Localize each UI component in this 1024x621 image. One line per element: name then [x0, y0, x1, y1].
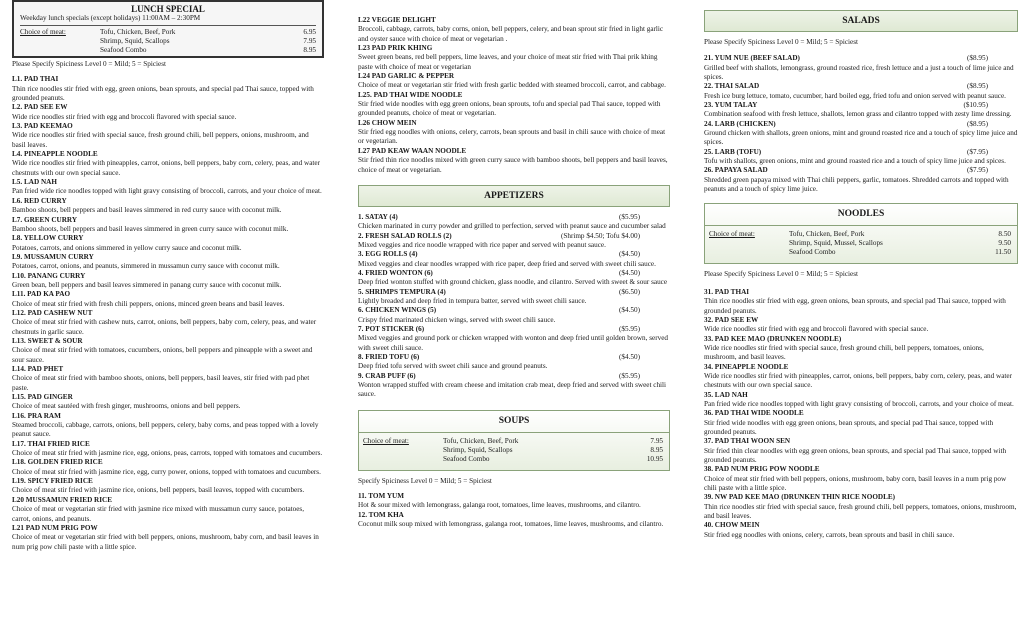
- menu-item-name: 38. PAD NUM PRIG POW NOODLE: [704, 465, 820, 474]
- menu-item-header: [704, 521, 1018, 530]
- menu-item-header: [12, 458, 324, 467]
- appetizers-list: [358, 213, 670, 400]
- menu-item: [704, 335, 1018, 363]
- menu-item-description: Wide rice noodles stir fried with special sauce, fresh ground chili, bell peppers, onions, mushroom, and basil leaves.: [12, 131, 309, 149]
- menu-item-description: Mixed veggies and ground pork or chicken wrapped with wonton and deep fried until golden brown, served with sweet chili sauce.: [358, 334, 668, 352]
- menu-item-name: 2. FRESH SALAD ROLLS (2): [358, 231, 452, 240]
- menu-item: [358, 72, 670, 91]
- price-option-name: Seafood Combo: [100, 46, 147, 54]
- menu-item: [12, 309, 324, 337]
- menu-item-name: L16. PRA RAM: [12, 411, 61, 420]
- menu-item: [358, 492, 670, 511]
- price-option-value: 10.95: [646, 454, 663, 463]
- menu-item-header: [12, 412, 324, 421]
- menu-item: [12, 524, 324, 552]
- menu-item-name: 34. PINEAPPLE NOODLE: [704, 362, 789, 371]
- menu-item-name: L4. PINEAPPLE NOODLE: [12, 150, 98, 159]
- menu-item-header: [358, 72, 670, 81]
- menu-item-name: 35. LAD NAH: [704, 390, 748, 399]
- menu-item-description: Bamboo shoots, bell peppers and basil leaves simmered in red curry sauce with coconut milk.: [12, 206, 282, 215]
- appetizers-header: APPETIZERS: [358, 185, 670, 207]
- menu-item: [12, 393, 324, 412]
- menu-item: [358, 250, 670, 269]
- menu-item-header: [12, 365, 324, 374]
- menu-item: [12, 477, 324, 496]
- menu-column-2: [358, 16, 670, 529]
- menu-item-description: Pan fried wide rice noodles topped with light gravy consisting of broccoli, carrots, and your choice of meat.: [704, 399, 1014, 408]
- menu-item-description: Choice of meat or vegetarian stir fried with fresh garlic bedded with steamed broccoli, carrot, and cabbage.: [358, 81, 666, 90]
- choice-of-meat-label: Choice of meat:: [709, 229, 755, 238]
- menu-item-header: [704, 465, 1018, 474]
- menu-item-header: [358, 119, 670, 128]
- menu-item-name: L27 PAD KEAW WAAN NOODLE: [358, 146, 467, 155]
- menu-item-description: Shredded green papaya mixed with Thai chili peppers, garlic, tomatoes. Shredded carrots and topped with peanuts and a touch of spicy lime juice.: [704, 175, 1009, 194]
- salads-header: SALADS: [704, 10, 1018, 32]
- menu-item-name: L18. GOLDEN FRIED RICE: [12, 458, 103, 467]
- menu-item: [358, 511, 670, 530]
- menu-item-description: Stir fried wide noodles with egg green onions, bean sprouts, tofu and special pad Thai sauce, topped with grounded peanuts, choice of meat or vegetarian.: [358, 100, 661, 118]
- menu-item-description: Wide rice noodles stir fried with pineapples, carrot, onions, bell peppers, baby corn, celery, peas, and water chestnuts with our own special sauce.: [704, 371, 1012, 390]
- price-option-value: 6.95: [303, 28, 316, 36]
- menu-item: [12, 253, 324, 272]
- menu-item-header: [704, 363, 1018, 372]
- menu-item: [358, 44, 670, 72]
- menu-item-name: L2. PAD SEE EW: [12, 103, 68, 112]
- menu-item-price: ($4.50): [619, 250, 640, 259]
- noodles-box: [704, 203, 1018, 264]
- price-option-value: 7.95: [650, 436, 663, 445]
- menu-item-name: 40. CHOW MEIN: [704, 521, 760, 530]
- menu-item-price: ($4.50): [619, 268, 640, 277]
- menu-item-description: Wide rice noodles stir fried with pineapples, carrot, onions, bell peppers, baby corn, celery, peas, and water chestnuts with our own special sauce.: [12, 159, 320, 177]
- menu-item-description: Deep fried wonton stuffed with ground chicken, glass noodle, and cilantro. Served with sweet & sour sauce: [358, 278, 668, 287]
- menu-item-description: Grilled beef with shallots, lemongrass, ground roasted rice, fresh lettuce and a just a touch of lime juice and spices.: [704, 63, 1014, 82]
- menu-item-name: L7. GREEN CURRY: [12, 215, 78, 224]
- price-option-value: 9.50: [998, 238, 1011, 247]
- menu-item-name: 37. PAD THAI WOON SEN: [704, 437, 791, 446]
- menu-item: [358, 91, 670, 119]
- price-option-name: Shrimp, Squid, Scallops: [100, 37, 170, 45]
- menu-item: [12, 290, 324, 309]
- menu-item-header: [704, 316, 1018, 325]
- lunch-price-table: [20, 28, 316, 55]
- soups-box: [358, 410, 670, 471]
- menu-item-header: [704, 288, 1018, 297]
- price-option-value: 11.50: [995, 247, 1011, 256]
- menu-item-description: Stir fried wide noodles with egg green onions, bean sprouts, and special pad Thai sauce, topped with grounded peanuts.: [704, 418, 994, 436]
- menu-item-name: L1. PAD THAI: [12, 75, 59, 84]
- menu-item-header: [12, 290, 324, 299]
- menu-item-header: [704, 101, 1018, 110]
- menu-item-name: L9. MUSSAMUN CURRY: [12, 252, 94, 261]
- lunch-special-title: LUNCH SPECIAL: [131, 4, 205, 14]
- menu-item-name: L8. YELLOW CURRY: [12, 234, 84, 243]
- menu-item-description: Stir fried egg noodles with onions, celery, carrots, bean sprouts and basil in chili sauce.: [704, 530, 955, 539]
- spiciness-note: Please Specify Spiciness Level 0 = Mild; 5 = Spiciest: [12, 60, 167, 68]
- menu-item: [358, 306, 670, 325]
- menu-item-name: L20 MUSSAMUN FRIED RICE: [12, 495, 113, 504]
- menu-item: [704, 521, 1018, 540]
- menu-item: [704, 166, 1018, 194]
- menu-item-name: 23. YUM TALAY: [704, 101, 758, 110]
- price-option-name: Seafood Combo: [443, 454, 490, 463]
- menu-item-header: [358, 232, 670, 241]
- menu-item-description: Thin rice noodles stir fried with egg, green onions, bean sprouts, and special pad Thai sauce, topped with grounded peanuts.: [704, 297, 1006, 315]
- menu-item-description: Deep fried tofu served with sweet chili sauce and ground peanuts.: [358, 362, 548, 371]
- menu-item-header: [12, 337, 324, 346]
- menu-item: [704, 54, 1018, 82]
- menu-item-price: ($4.50): [619, 306, 640, 315]
- menu-item-description: Choice of meat stir fried with bell peppers, onions, mushroom, baby corn, basil leaves in a num prig pow chili paste with a little spice.: [704, 474, 1007, 493]
- menu-item-name: 24. LARB (CHICKEN): [704, 119, 776, 128]
- price-option-name: Tofu, Chicken, Beef, Pork: [100, 28, 176, 36]
- menu-item-description: Green bean, bell peppers and basil leaves simmered in panang curry sauce with coconut milk.: [12, 280, 282, 289]
- menu-item-name: 12. TOM KHA: [358, 510, 404, 519]
- menu-item-name: L10. PANANG CURRY: [12, 271, 86, 280]
- menu-item-header: [704, 493, 1018, 502]
- menu-item-name: 5. SHRIMPS TEMPURA (4): [358, 287, 446, 296]
- menu-item-header: [358, 16, 670, 25]
- menu-item-name: L6. RED CURRY: [12, 196, 67, 205]
- spiciness-note: Please Specify Spiciness Level 0 = Mild; 5 = Spiciest: [704, 269, 859, 278]
- menu-item-name: 4. FRIED WONTON (6): [358, 268, 433, 277]
- menu-item: [704, 288, 1018, 316]
- noodles-price-table: [705, 230, 1017, 263]
- menu-item-name: 3. EGG ROLLS (4): [358, 250, 418, 259]
- lunch-hours: Weekday lunch specials (except holidays) 11:00AM – 2:30PM: [20, 14, 316, 26]
- menu-item-price: ($6.50): [619, 287, 640, 296]
- menu-item-description: Chicken marinated in curry powder and grilled to perfection, served with peanut sauce and cucumber salad: [358, 222, 666, 231]
- spiciness-note: Specify Spiciness Level 0 = Mild; 5 = Spiciest: [358, 476, 492, 485]
- menu-item-description: Choice of meat sautéed with fresh ginger, mushrooms, onions and bell peppers.: [12, 402, 241, 411]
- menu-item-price: ($8.95): [967, 54, 988, 63]
- menu-item-name: L13. SWEET & SOUR: [12, 336, 83, 345]
- menu-item-name: L11. PAD KA PAO: [12, 290, 71, 299]
- noodles-list: [704, 288, 1018, 540]
- menu-item-header: [12, 309, 324, 318]
- menu-item-price: ($8.95): [967, 82, 988, 91]
- menu-item-header: [12, 75, 324, 84]
- menu-item-name: L12. PAD CASHEW NUT: [12, 308, 93, 317]
- price-option-name: Shrimp, Squid, Mussel, Scallops: [789, 238, 883, 247]
- menu-item-description: Tofu with shallots, green onions, mint and ground roasted rice and a touch of spicy lime juice and spices.: [704, 157, 1006, 166]
- menu-item-header: [358, 372, 670, 381]
- menu-item: [358, 147, 670, 175]
- menu-item-header: [12, 477, 324, 486]
- menu-item: [12, 412, 324, 440]
- menu-item-header: [12, 440, 324, 449]
- menu-item-header: [12, 524, 324, 533]
- menu-item-header: [358, 91, 670, 100]
- menu-item: [704, 82, 1018, 101]
- menu-item-description: Thin rice noodles stir fried with egg, green onions, bean sprouts, and special pad Thai sauce, topped with grounded peanuts.: [12, 84, 314, 103]
- menu-item-description: Choice of meat stir fried with jasmine rice, onions, bell peppers, basil leaves, topped with cucumbers.: [12, 486, 305, 495]
- menu-item-header: [12, 393, 324, 402]
- menu-item-name: L5. LAD NAH: [12, 178, 57, 187]
- menu-item: [358, 232, 670, 251]
- menu-item: [704, 391, 1018, 410]
- price-option-value: 8.95: [303, 46, 316, 54]
- menu-item-name: L22 VEGGIE DELIGHT: [358, 16, 436, 24]
- menu-item-price: ($7.95): [967, 147, 988, 156]
- menu-item: [12, 272, 324, 291]
- menu-item-description: Choice of meat or vegetarian stir fried with jasmine rice mixed with mussamun curry sauce, potatoes, carrot, onions, and peanuts.: [12, 505, 305, 523]
- menu-item: [12, 337, 324, 365]
- menu-item-header: [12, 253, 324, 262]
- menu-item-name: 8. FRIED TOFU (6): [358, 353, 420, 361]
- menu-item-description: Hot & sour mixed with lemongrass, galanga root, tomatoes, lime leaves, mushrooms, and cilantro.: [358, 501, 641, 510]
- menu-item-name: L21 PAD NUM PRIG POW: [12, 523, 98, 532]
- lunch-items-list: [12, 75, 324, 552]
- menu-item-name: 39. NW PAD KEE MAO (DRUNKEN THIN RICE NOODLE): [704, 493, 896, 502]
- menu-item-description: Choice of meat stir fried with fresh chili peppers, onions, minced green beans and basil leaves.: [12, 299, 285, 308]
- menu-item: [12, 197, 324, 216]
- menu-item: [12, 216, 324, 235]
- menu-item: [704, 120, 1018, 148]
- menu-item-description: Wide rice noodles stir fried with special sauce, fresh ground chili, bell peppers, tomatoes, onions, mushroom, and basil leaves.: [704, 343, 984, 362]
- menu-item-header: [704, 409, 1018, 418]
- menu-item-name: L3. PAD KEEMAO: [12, 122, 73, 131]
- menu-item-header: [704, 437, 1018, 446]
- lunch-special-box: [12, 0, 324, 58]
- menu-item-description: Ground chicken with shallots, green onions, mint and ground roasted rice and a touch of spicy lime juice and spices.: [704, 129, 1018, 147]
- price-option-value: 7.95: [303, 37, 316, 45]
- menu-item-header: [704, 335, 1018, 344]
- menu-item: [704, 316, 1018, 335]
- menu-item-description: Choice of meat stir fried with jasmine rice, egg, onions, peas, carrots, topped with tomatoes and cucumbers.: [12, 449, 323, 458]
- menu-item-name: L25. PAD THAI WIDE NOODLE: [358, 90, 463, 99]
- menu-item-header: [704, 391, 1018, 400]
- menu-item: [12, 234, 324, 253]
- menu-item-header: [12, 234, 324, 243]
- menu-item-description: Choice of meat stir fried with cashew nuts, carrot, onions, bell peppers, baby corn, celery, peas, and water chestnuts in garlic sauce.: [12, 318, 317, 336]
- menu-item-header: [704, 166, 1018, 175]
- menu-item-name: L15. PAD GINGER: [12, 393, 73, 402]
- menu-item-name: L14. PAD PHET: [12, 365, 64, 373]
- choice-of-meat-label: Choice of meat:: [20, 28, 66, 36]
- menu-column-3: [704, 10, 1018, 540]
- menu-item-header: [358, 250, 670, 259]
- menu-item-header: [358, 288, 670, 297]
- menu-item: [12, 458, 324, 477]
- menu-item: [358, 269, 670, 288]
- menu-item-description: Potatoes, carrot, onions, and peanuts, simmered in mussamun curry sauce with coconut milk.: [12, 262, 280, 271]
- menu-item: [704, 465, 1018, 493]
- menu-item-header: [12, 197, 324, 206]
- menu-item-name: 32. PAD SEE EW: [704, 315, 759, 324]
- menu-item: [12, 440, 324, 459]
- menu-item: [704, 409, 1018, 437]
- menu-item-description: Steamed broccoli, cabbage, carrots, onions, bell peppers, celery, baby corns, and peas topped with a lovely peanut sauce.: [12, 421, 319, 439]
- menu-item: [358, 213, 670, 232]
- lunch-items-list-continued: [358, 16, 670, 175]
- menu-item-description: Mixed veggies and clear noodles wrapped with rice paper, deep fried and served with sweet chili sauce.: [358, 259, 656, 268]
- menu-item-description: Broccoli, cabbage, carrots, baby corns, onion, bell peppers, celery, and bean sprout stir fried in light garlic and oyster sauce with choice of meat or vegetarian .: [358, 25, 664, 43]
- menu-item-description: Choice of meat stir fried with bamboo shoots, onions, bell peppers, basil leaves, stir fried with pad phet paste.: [12, 374, 310, 392]
- menu-item-name: L26 CHOW MEIN: [358, 118, 417, 127]
- price-option-value: 8.50: [998, 229, 1011, 238]
- menu-item-header: [358, 353, 670, 362]
- menu-item-price: ($5.95): [619, 371, 640, 380]
- menu-item-name: 1. SATAY (4): [358, 212, 398, 221]
- menu-item: [358, 16, 670, 44]
- menu-item-header: [12, 216, 324, 225]
- menu-item-header: [704, 82, 1018, 91]
- menu-item-description: Stir fried egg noodles with onions, celery, carrots, bean sprouts and basil in chili sauce with choice of meat or vegetarian.: [358, 128, 666, 146]
- menu-item-name: 36. PAD THAI WIDE NOODLE: [704, 409, 804, 418]
- menu-item-header: [358, 492, 670, 501]
- menu-item-price: ($7.95): [967, 166, 988, 175]
- soups-header: SOUPS: [359, 411, 669, 433]
- menu-item-price: ($10.95): [963, 101, 988, 110]
- price-option-name: Seafood Combo: [789, 247, 836, 256]
- menu-item-header: [12, 103, 324, 112]
- menu-item-name: L23 PAD PRIK KHING: [358, 44, 433, 53]
- menu-item-header: [358, 325, 670, 334]
- menu-item-description: Stir fried thin rice noodles mixed with green curry sauce with bamboo shoots, bell peppers and basil leaves, choice of meat or vegetarian.: [358, 156, 668, 174]
- menu-item-description: Combination seafood with fresh lettuce, shallots, lemon grass and cilantro topped with zesty lime dressing.: [704, 110, 1012, 119]
- menu-item: [358, 288, 670, 307]
- menu-item-header: [358, 269, 670, 278]
- price-option-name: Shrimp, Squid, Scallops: [443, 445, 513, 454]
- menu-item-description: Wide rice noodles stir fried with egg and broccoli flavored with special sauce.: [704, 325, 929, 334]
- menu-item-name: L24 PAD GARLIC & PEPPER: [358, 72, 455, 81]
- menu-item-name: 26. PAPAYA SALAD: [704, 166, 768, 175]
- menu-item-header: [358, 511, 670, 520]
- menu-item: [358, 119, 670, 147]
- menu-item-description: Wonton wrapped stuffed with cream cheese and imitation crab meat, deep fried and served with sweet chili sauce.: [358, 381, 667, 399]
- menu-item: [12, 150, 324, 178]
- menu-item-name: 6. CHICKEN WINGS (5): [358, 306, 437, 315]
- menu-item-name: 25. LARB (TOFU): [704, 147, 762, 156]
- menu-column-1: [12, 0, 324, 552]
- menu-item: [358, 325, 670, 353]
- menu-item: [704, 437, 1018, 465]
- menu-item-header: [704, 120, 1018, 129]
- price-option-name: Tofu, Chicken, Beef, Pork: [443, 436, 519, 445]
- menu-item-description: Stir fried thin clear noodles with egg green onions, bean sprouts, and special pad Thai sauce, topped with grounded peanuts.: [704, 446, 1007, 465]
- menu-item-name: 31. PAD THAI: [704, 287, 750, 296]
- menu-item-name: L19. SPICY FRIED RICE: [12, 477, 93, 486]
- menu-item-name: 21. YUM NUE (BEEF SALAD): [704, 54, 800, 63]
- menu-item-description: Choice of meat or vegetarian stir fried with bell peppers, onions, mushroom, baby corn, and basil leaves in num prig pow chili paste with a little spice.: [12, 533, 319, 551]
- menu-item-price: ($5.95): [619, 212, 640, 221]
- menu-item-description: Bamboo shoots, bell peppers and basil leaves simmered in green curry sauce with coconut milk.: [12, 224, 289, 233]
- menu-item: [704, 493, 1018, 521]
- menu-item-name: 22. THAI SALAD: [704, 82, 760, 91]
- menu-item: [358, 372, 670, 400]
- menu-item: [704, 101, 1018, 120]
- menu-item-header: [358, 147, 670, 156]
- menu-item-description: Potatoes, carrots, and onions simmered in yellow curry sauce and coconut milk.: [12, 243, 242, 252]
- menu-item-price: ($5.95): [619, 324, 640, 333]
- soups-list: [358, 492, 670, 529]
- menu-item-description: Thin rice noodles stir fried with special sauce, fresh ground chili, bell peppers, tomatoes, onions, mushroom, and basil leaves.: [704, 502, 1017, 521]
- spiciness-note: Please Specify Spiciness Level 0 = Mild; 5 = Spiciest: [704, 38, 859, 46]
- menu-item-description: Mixed veggies and rice noodle wrapped with rice paper and served with peanut sauce.: [358, 240, 606, 249]
- price-option-name: Tofu, Chicken, Beef, Pork: [789, 229, 865, 238]
- menu-item-price: (Shrimp $4.50; Tofu $4.00): [560, 231, 640, 240]
- menu-item: [358, 353, 670, 372]
- choice-of-meat-label: Choice of meat:: [363, 436, 409, 445]
- menu-item: [704, 148, 1018, 167]
- menu-item-description: Wide rice noodles stir fried with egg and broccoli flavored with special sauce.: [12, 112, 237, 121]
- salads-list: [704, 54, 1018, 194]
- menu-item-name: 11. TOM YUM: [358, 492, 404, 501]
- menu-item: [12, 103, 324, 122]
- menu-item-header: [358, 306, 670, 315]
- menu-item-header: [12, 272, 324, 281]
- menu-item-description: Choice of meat stir fried with jasmine rice, egg, curry power, onions, topped with tomatoes and cucumbers.: [12, 467, 321, 476]
- menu-item-name: 33. PAD KEE MAO (DRUNKEN NOODLE): [704, 334, 842, 343]
- menu-item: [12, 122, 324, 150]
- menu-item-header: [12, 150, 324, 159]
- menu-item-name: 9. CRAB PUFF (6): [358, 371, 416, 380]
- menu-item-description: Sweet green beans, red bell peppers, lime leaves, and your choice of meat stir fried with Thai prik khing paste with choice of meat or vegetarian: [358, 53, 658, 71]
- menu-item-header: [358, 44, 670, 53]
- menu-item: [704, 363, 1018, 391]
- menu-item-header: [12, 178, 324, 187]
- menu-item-description: Crispy fried marinated chicken wings, served with sweet chili sauce.: [358, 315, 556, 324]
- price-option-value: 8.95: [650, 445, 663, 454]
- menu-item-header: [358, 213, 670, 222]
- menu-item-header: [12, 122, 324, 131]
- menu-item-name: L17. THAI FRIED RICE: [12, 439, 90, 448]
- menu-item-description: Fresh ice burg lettuce, tomato, cucumber, hard boiled egg, fried tofu and onion served with peanut sauce.: [704, 91, 1006, 100]
- menu-item-price: ($4.50): [619, 353, 640, 361]
- menu-item-header: [12, 496, 324, 505]
- menu-item-header: [704, 54, 1018, 63]
- menu-item-description: Pan fried wide rice noodles topped with light gravy consisting of broccoli, carrots, and your choice of meat.: [12, 187, 322, 196]
- menu-item-description: Choice of meat stir fried with tomatoes, cucumbers, onions, bell peppers and pineapple with a sweet and sour sauce.: [12, 346, 313, 364]
- menu-item-description: Lightly breaded and deep fried in tempura batter, served with sweet chili sauce.: [358, 296, 587, 305]
- menu-item: [12, 178, 324, 197]
- menu-item-header: [704, 148, 1018, 157]
- noodles-header: NOODLES: [705, 204, 1017, 226]
- soups-price-table: [359, 437, 669, 470]
- menu-item: [12, 75, 324, 103]
- menu-item: [12, 496, 324, 524]
- menu-item-price: ($8.95): [967, 119, 988, 128]
- menu-item-description: Coconut milk soup mixed with lemongrass, galanga root, tomatoes, lime leaves, mushrooms, and cilantro.: [358, 520, 664, 529]
- menu-item-name: 7. POT STICKER (6): [358, 324, 425, 333]
- menu-item: [12, 365, 324, 393]
